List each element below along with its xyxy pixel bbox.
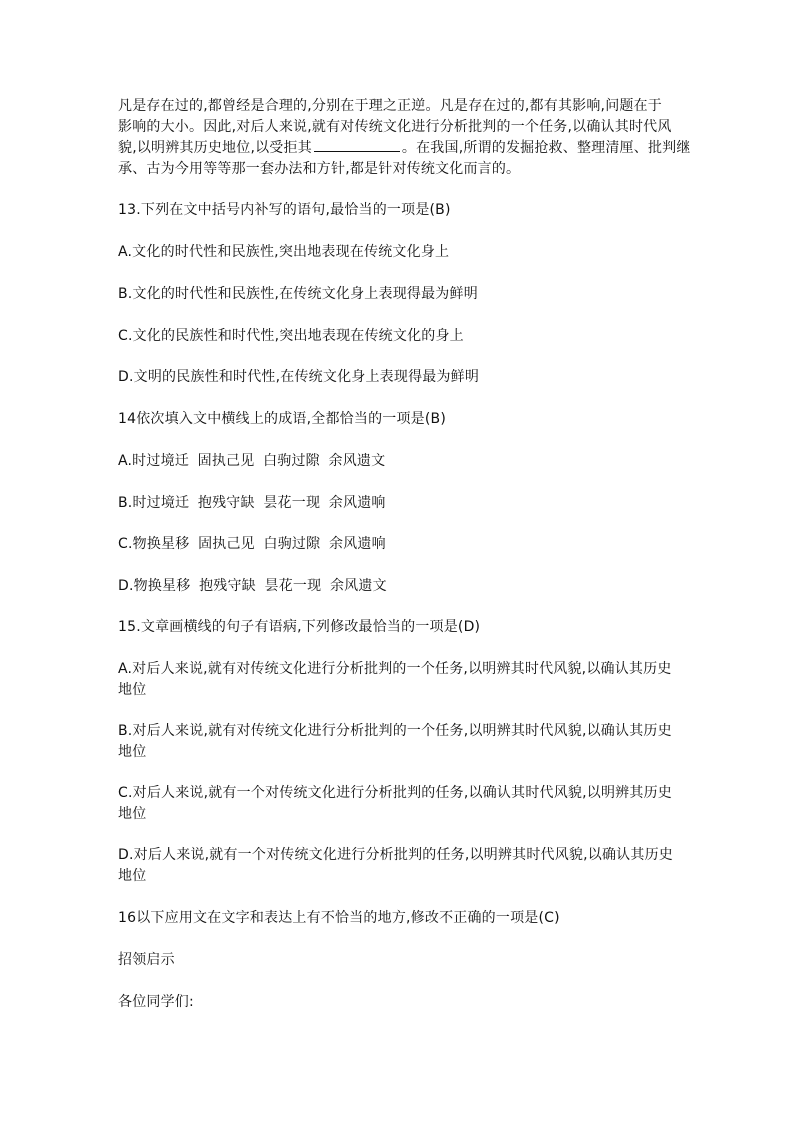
passage-line: 凡是存在过的,都曾经是合理的,分别在于理之正逆。凡是存在过的,都有其影响,问题在于 bbox=[118, 98, 662, 114]
option-c: C.物换星移 固执己见 白驹过隙 余风遗响 bbox=[118, 536, 386, 552]
notice-greeting: 各位同学们: bbox=[118, 994, 194, 1010]
question-13: 13.下列在文中括号内补写的语句,最恰当的一项是(B) bbox=[118, 202, 451, 218]
passage-line bbox=[118, 139, 691, 157]
option-a-cont: 地位 bbox=[118, 682, 147, 698]
passage-line: 承、古为今用等等那一套办法和方针,都是针对传统文化而言的。 bbox=[118, 161, 521, 177]
option-d-cont: 地位 bbox=[118, 868, 147, 884]
option-c: C.文化的民族性和时代性,突出地表现在传统文化的身上 bbox=[118, 328, 464, 344]
passage-text: 。在我国,所谓的发掘抢救、整理清厘、批判继 bbox=[401, 140, 691, 156]
option-d: D.物换星移 抱残守缺 昙花一现 余风遗文 bbox=[118, 578, 387, 594]
fill-blank bbox=[314, 139, 400, 152]
option-b-cont: 地位 bbox=[118, 744, 147, 760]
notice-title: 招领启示 bbox=[118, 952, 175, 968]
option-c-cont: 地位 bbox=[118, 806, 147, 822]
option-b: B.文化的时代性和民族性,在传统文化身上表现得最为鲜明 bbox=[118, 286, 478, 302]
question-14: 14依次填入文中横线上的成语,全都恰当的一项是(B) bbox=[118, 411, 446, 427]
option-c: C.对后人来说,就有一个对传统文化进行分析批判的任务,以确认其时代风貌,以明辨其历史 bbox=[118, 785, 672, 801]
passage-line: 影响的大小。因此,对后人来说,就有对传统文化进行分析批判的一个任务,以确认其时代风 bbox=[118, 119, 672, 135]
option-d: D.文明的民族性和时代性,在传统文化身上表现得最为鲜明 bbox=[118, 369, 480, 385]
option-a: A.对后人来说,就有对传统文化进行分析批判的一个任务,以明辨其时代风貌,以确认其历史 bbox=[118, 661, 672, 677]
option-a: A.文化的时代性和民族性,突出地表现在传统文化身上 bbox=[118, 244, 450, 260]
passage-text: 貌,以明辨其历史地位,以受拒其 bbox=[118, 140, 312, 156]
option-b: B.时过境迁 抱残守缺 昙花一现 余风遗响 bbox=[118, 495, 386, 511]
option-b: B.对后人来说,就有对传统文化进行分析批判的一个任务,以明辨其时代风貌,以确认其历史 bbox=[118, 723, 672, 739]
option-a: A.时过境迁 固执己见 白驹过隙 余风遗文 bbox=[118, 453, 386, 469]
question-15: 15.文章画横线的句子有语病,下列修改最恰当的一项是(D) bbox=[118, 619, 481, 635]
option-d: D.对后人来说,就有一个对传统文化进行分析批判的任务,以明辨其时代风貌,以确认其历史 bbox=[118, 847, 673, 863]
question-16: 16以下应用文在文字和表达上有不恰当的地方,修改不正确的一项是(C) bbox=[118, 910, 560, 926]
